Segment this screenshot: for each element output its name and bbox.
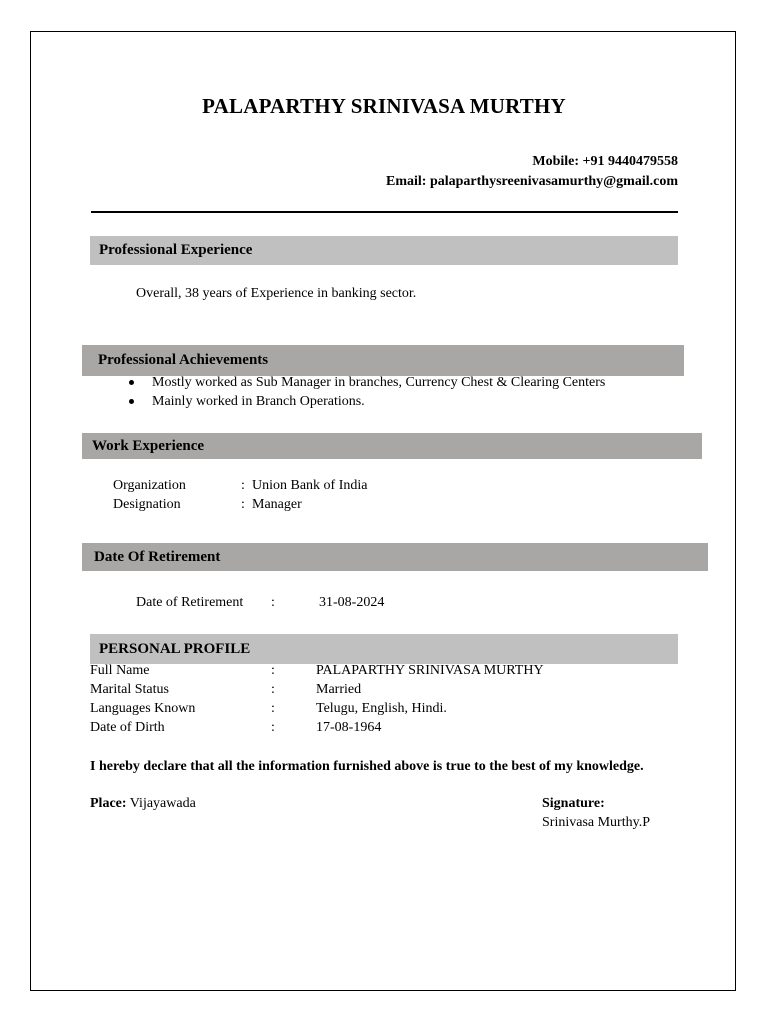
bullet-icon bbox=[129, 380, 134, 385]
section-title: Date Of Retirement bbox=[94, 548, 221, 565]
profile-separator: : bbox=[271, 720, 275, 735]
section-title: Professional Experience bbox=[99, 242, 253, 258]
profile-label: Languages Known bbox=[90, 701, 196, 716]
profile-value-date-of-birth: 17-08-1964 bbox=[316, 720, 382, 735]
experience-summary: Overall, 38 years of Experience in banking sector. bbox=[136, 286, 417, 301]
work-value: Manager bbox=[252, 497, 302, 512]
email-address: Email: palaparthysreenivasamurthy@gmail.com bbox=[386, 174, 678, 189]
place-value: Vijayawada bbox=[129, 796, 196, 811]
section-title: PERSONAL PROFILE bbox=[99, 640, 251, 657]
section-title: Professional Achievements bbox=[98, 352, 269, 368]
work-label: Organization bbox=[113, 478, 186, 493]
section-header-work-experience bbox=[82, 433, 702, 459]
bullet-icon bbox=[129, 399, 134, 404]
profile-label: Full Name bbox=[90, 663, 150, 678]
work-separator: : bbox=[241, 497, 245, 512]
profile-label: Marital Status bbox=[90, 682, 169, 697]
section-title: Work Experience bbox=[92, 437, 205, 454]
retirement-date: 31-08-2024 bbox=[319, 595, 385, 610]
achievement-item: Mainly worked in Branch Operations. bbox=[152, 394, 365, 409]
profile-label: Date of Dirth bbox=[90, 720, 165, 735]
section-header-personal-profile bbox=[90, 634, 678, 664]
profile-value-marital-status: Married bbox=[316, 682, 362, 697]
profile-separator: : bbox=[271, 663, 275, 678]
section-header-professional-experience bbox=[90, 236, 678, 265]
profile-separator: : bbox=[271, 701, 275, 716]
declaration-text: I hereby declare that all the information furnished above is true to the best of my knowledge. bbox=[90, 759, 644, 774]
work-separator: : bbox=[241, 478, 245, 493]
header-divider bbox=[91, 211, 678, 213]
section-header-professional-achievements bbox=[82, 345, 684, 376]
retirement-label: Date of Retirement bbox=[136, 595, 244, 610]
profile-value-languages: Telugu, English, Hindi. bbox=[316, 701, 447, 716]
retirement-separator: : bbox=[271, 595, 275, 610]
work-value: Union Bank of India bbox=[252, 478, 368, 493]
signature-name: Srinivasa Murthy.P bbox=[542, 815, 650, 830]
signature-label: Signature: bbox=[542, 796, 605, 811]
achievement-item: Mostly worked as Sub Manager in branches, Currency Chest & Clearing Centers bbox=[152, 375, 606, 390]
profile-separator: : bbox=[271, 682, 275, 697]
profile-value-full-name: PALAPARTHY SRINIVASA MURTHY bbox=[316, 663, 544, 678]
place-line bbox=[90, 796, 196, 812]
work-label: Designation bbox=[113, 497, 181, 512]
section-header-date-of-retirement bbox=[82, 543, 708, 571]
mobile-number: Mobile: +91 9440479558 bbox=[532, 154, 678, 169]
resume-name: PALAPARTHY SRINIVASA MURTHY bbox=[202, 94, 566, 118]
place-label: Place: bbox=[90, 796, 127, 811]
